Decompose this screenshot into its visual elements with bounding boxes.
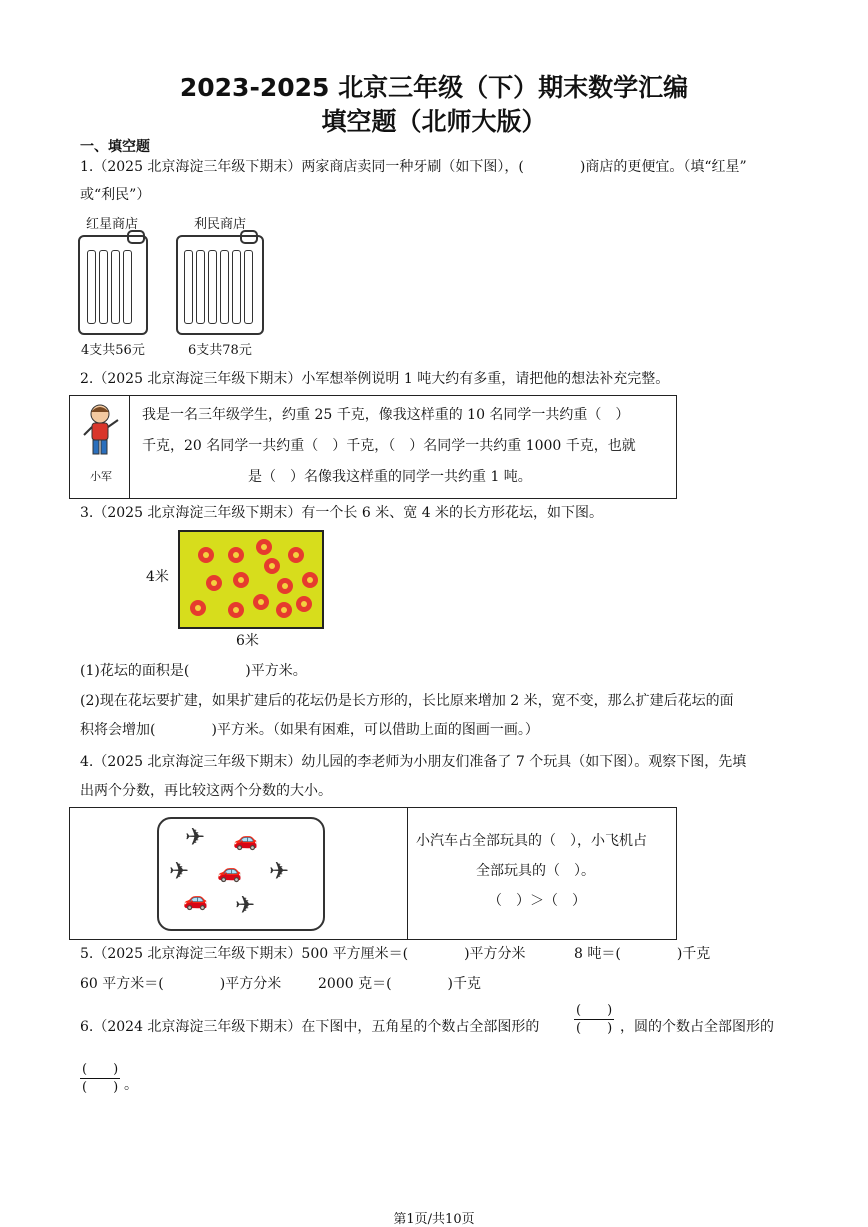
q4-box [69, 807, 677, 940]
q2-box [69, 395, 677, 499]
q3-sub2-line2: 积将会增加( )平方米。（如果有困难，可以借助上面的图画一画。） [80, 722, 539, 738]
airplane-icon: ✈ [235, 891, 256, 919]
q3-sub1: (1)花坛的面积是( )平方米。 [80, 663, 307, 679]
q3-text: 3.（2025 北京海淀三年级下期末）有一个长 6 米、宽 4 米的长方形花坛，如下图。 [80, 505, 604, 521]
store2-label: 利民商店 [194, 217, 247, 232]
q6-fraction-star: ( ) ( ) [576, 1003, 613, 1036]
q6-fraction-circle: ( ) ( ) [82, 1062, 119, 1095]
q4-text-line1: 4.（2025 北京海淀三年级下期末）幼儿园的李老师为小朋友们准备了 7 个玩具（如下图）。观察下图，先填 [80, 754, 747, 770]
toys-image [157, 817, 325, 931]
store1-label: 红星商店 [86, 217, 139, 232]
section-heading: 一、填空题 [80, 139, 150, 155]
q5-item3: 60 平方米＝( )平方分米 [80, 976, 282, 992]
length-label: 6米 [236, 633, 259, 649]
q3-sub2-line1: (2)现在花坛要扩建，如果扩建后的花坛仍是长方形的，长比原来增加 2 米，宽不变，那么扩建后花坛的面 [80, 693, 734, 709]
q6-text-part1: 6.（2024 北京海淀三年级下期末）在下图中，五角星的个数占全部图形的 [80, 1019, 540, 1035]
q6-text-part2: ，圆的个数占全部图形的 [620, 1019, 774, 1035]
student-name: 小军 [90, 470, 112, 483]
q5-item2: 8 吨＝( )千克 [574, 946, 711, 962]
width-label: 4米 [146, 569, 169, 585]
q2-box-line1: 我是一名三年级学生，约重 25 千克，像我这样重的 10 名同学一共约重（ ） [142, 407, 630, 423]
q4-text-line2: 出两个分数，再比较这两个分数的大小。 [80, 783, 332, 799]
q4-fraction-line1: 小汽车占全部玩具的（ ），小飞机占 [416, 833, 647, 849]
q1-text-line1: 1.（2025 北京海淀三年级下期末）两家商店卖同一种牙刷（如下图），( )商店的更便宜。（填“红星” [80, 159, 747, 175]
price2-label: 6支共78元 [188, 343, 252, 358]
airplane-icon: ✈ [185, 823, 206, 851]
q5-item1: 5.（2025 北京海淀三年级下期末）500 平方厘米＝( )平方分米 [80, 946, 526, 962]
q2-text: 2.（2025 北京海淀三年级下期末）小军想举例说明 1 吨大约有多重，请把他的想法补充完整。 [80, 371, 670, 387]
airplane-icon: ✈ [269, 857, 290, 885]
q1-text-line2: 或“利民”） [80, 187, 151, 203]
q6-end: 。 [124, 1077, 138, 1093]
page-title: 2023-2025 北京三年级（下）期末数学汇编 [179, 73, 689, 102]
q2-box-line2: 千克，20 名同学一共约重（ ）千克，（ ）名同学一共约重 1000 千克，也就 [142, 438, 636, 454]
car-icon: 🚗 [183, 887, 208, 911]
page-footer: 第1页/共10页 [393, 1212, 475, 1227]
price1-label: 4支共56元 [81, 343, 145, 358]
q4-fraction-line2: 全部玩具的（ ）。 [476, 863, 595, 879]
student-xiaojun-image [80, 402, 122, 460]
q2-box-line3: 是（ ）名像我这样重的同学一共约重 1 吨。 [248, 469, 532, 485]
q4-compare-line: （ ）＞（ ） [488, 893, 586, 909]
airplane-icon: ✈ [169, 857, 190, 885]
car-icon: 🚗 [217, 859, 242, 883]
page-subtitle: 填空题（北师大版） [321, 107, 547, 136]
flower-bed-rectangle [178, 530, 324, 629]
car-icon: 🚗 [233, 827, 258, 851]
q5-item4: 2000 克＝( )千克 [318, 976, 482, 992]
